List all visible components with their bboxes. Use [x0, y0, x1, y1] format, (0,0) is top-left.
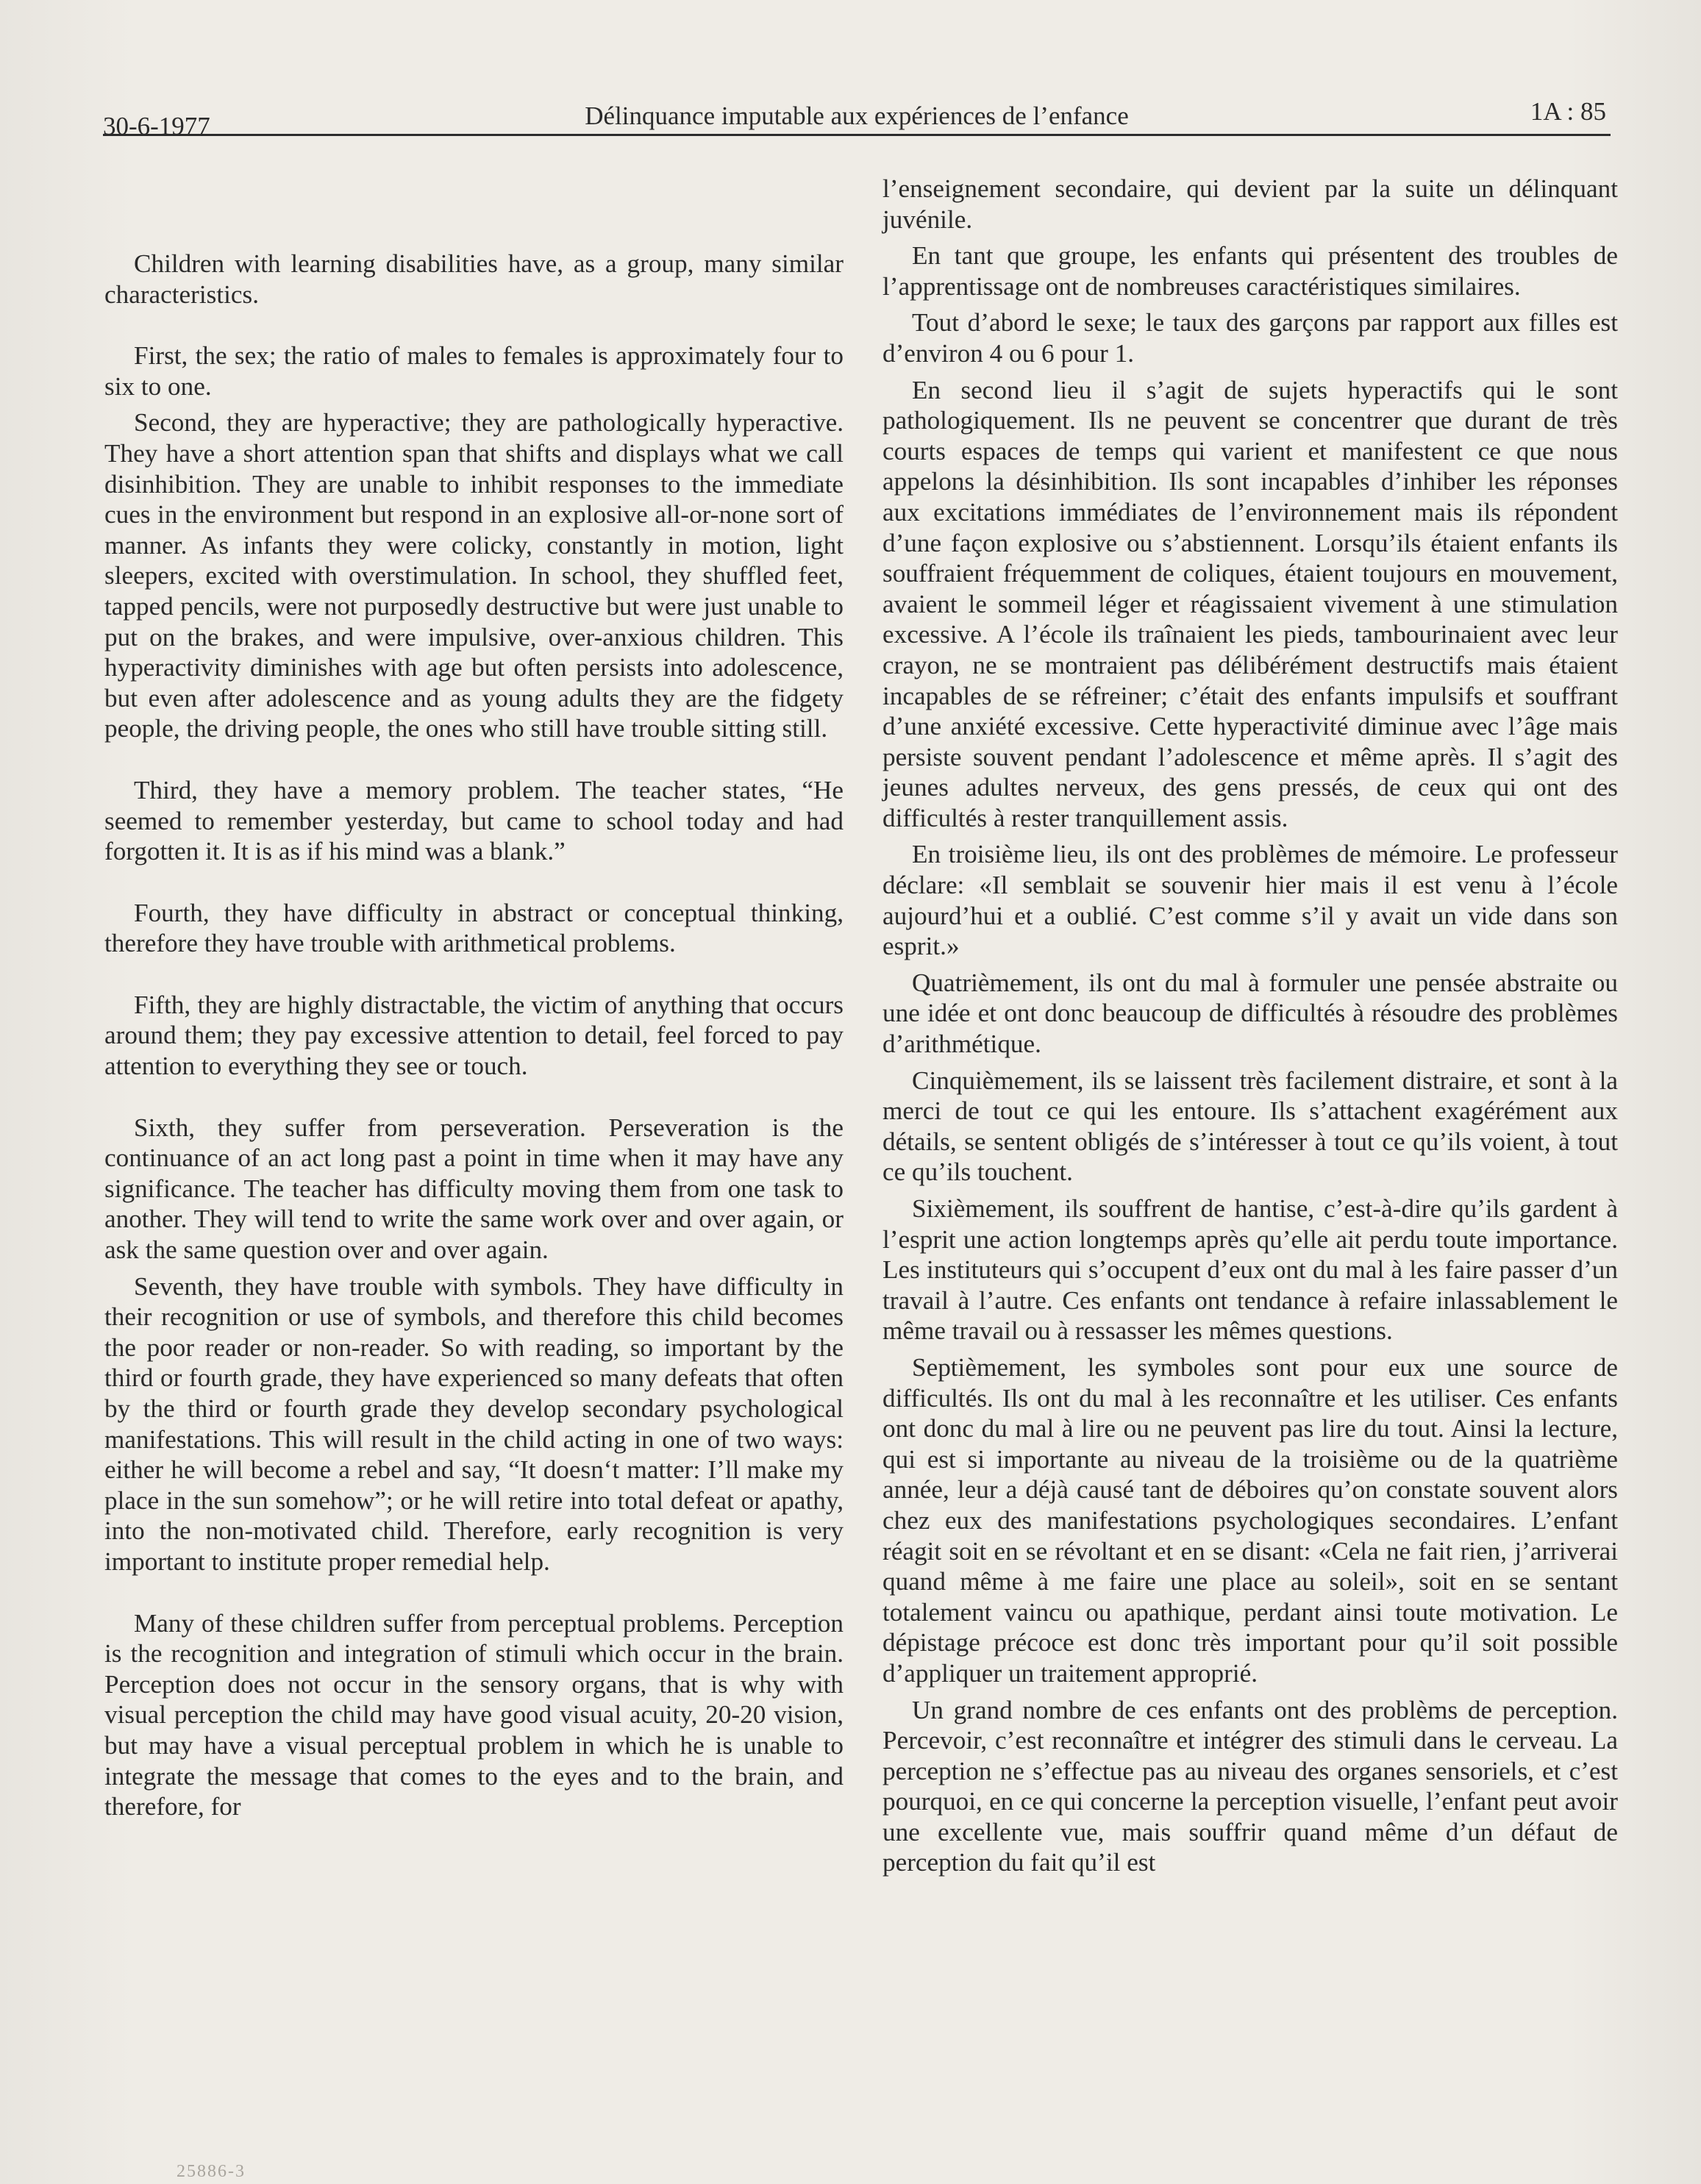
paragraph: Quatrièmement, ils ont du mal à formuler une pensée abstraite ou une idée et ont donc beaucoup de difficultés à résoudre des problèmes d’arithmétique.: [882, 968, 1618, 1059]
header-title: Délinquance imputable aux expériences de l’enfance: [585, 101, 1129, 130]
paragraph: Third, they have a memory problem. The teacher states, “He seemed to remember yesterday, but came to school today and had forgotten it. It is as if his mind was a blank.”: [104, 775, 844, 866]
paragraph: Fourth, they have difficulty in abstract or conceptual thinking, therefore they have trouble with arithmetical problems.: [104, 898, 844, 958]
paragraph: Many of these children suffer from perceptual problems. Perception is the recognition and integration of stimuli which occur in the brain. Perception does not occur in the sensory organs, that is why with visual perception the child may have good visual acuity, 20-20 vision, but may have a visual perceptual problem in which he is unable to integrate the message that comes to the eyes and to the brain, and therefore, for: [104, 1608, 844, 1821]
paragraph: First, the sex; the ratio of males to females is approximately four to six to one.: [104, 341, 844, 401]
paragraph: l’enseignement secondaire, qui devient par la suite un délinquant juvénile.: [882, 174, 1618, 234]
paragraph: Un grand nombre de ces enfants ont des problèms de perception. Percevoir, c’est reconnaître et intégrer des stimuli dans le cerveau. La perception ne s’effectue pas au niveau des organes sensoriels, et c’est pourquoi, en ce qui concerne la perception visuelle, l’enfant peut avoir une excellente vue, mais souffrir quand même d’un défaut de perception du fait qu’il est: [882, 1695, 1618, 1877]
running-header: [103, 96, 1611, 140]
paragraph: En second lieu il s’agit de sujets hyperactifs qui le sont pathologiquement. Ils ne peuvent se concentrer que durant de très courts espaces de temps qui varient et manifestent ce que nous appelons la désinhibition. Ils sont incapables d’inhiber les réponses aux excitations immédiates de l’environnement mais ils répondent d’une façon explosive ou s’abstiennent. Lorsqu’ils étaient enfants ils souffraient fréquemment de coliques, étaient toujours en mouvement, avaient le sommeil léger et réagissaient vivement à une stimulation excessive. A l’école ils traînaient les pieds, tambourinaient avec leur crayon, ne se montraient pas délibérément destructifs mais étaient incapables de se réfreiner; c’était des enfants impulsifs et souffrant d’une anxiété excessive. Cette hyperactivité diminue avec l’âge mais persiste souvent pendant l’adolescence et même après. Il s’agit des jeunes adultes nerveux, des gens pressés, de ceux qui ont des difficultés à rester tranquillement assis.: [882, 375, 1618, 832]
paragraph: Fifth, they are highly distractable, the victim of anything that occurs around them; they pay excessive attention to detail, feel forced to pay attention to everything they see or touch.: [104, 990, 844, 1081]
paragraph: Tout d’abord le sexe; le taux des garçons par rapport aux filles est d’environ 4 ou 6 pour 1.: [882, 308, 1618, 368]
paragraph: Septièmement, les symboles sont pour eux une source de difficultés. Ils ont du mal à les reconnaître et les utiliser. Ces enfants ont donc du mal à lire ou ne peuvent pas lire du tout. Ainsi la lecture, qui est si importante au niveau de la troisième ou de la quatrième année, leur a déjà causé tant de déboires qu’on constate souvent alors chez eux des manifestations psychologiques secondaires. L’enfant réagit soit en se révoltant et en se disant: «Cela ne fait rien, j’arriverai quand même à me faire une place au soleil», soit en se sentant totalement vaincu ou apathique, perdant ainsi toute motivation. Le dépistage précoce est donc très important pour qu’il soit possible d’appliquer un traitement approprié.: [882, 1352, 1618, 1688]
print-job-mark: 25886-3: [176, 2162, 246, 2181]
paragraph: Sixièmement, ils souffrent de hantise, c’est-à-dire qu’ils gardent à l’esprit une action longtemps après qu’elle ait perdu toute importance. Les instituteurs qui s’occupent d’eux ont du mal à les faire passer d’un travail à l’autre. Ces enfants ont tendance à refaire inlassablement le même travail ou à ressasser les mêmes questions.: [882, 1194, 1618, 1346]
english-column: [104, 249, 844, 1822]
paragraph: Second, they are hyperactive; they are pathologically hyperactive. They have a short attention span that shifts and displays what we call disinhibition. They are unable to inhibit responses to the immediate cues in the environment but respond in an explosive all-or-none sort of manner. As infants they were colicky, constantly in motion, light sleepers, excited with overstimulation. In school, they shuffled feet, tapped pencils, were not purposedly destructive but were just unable to put on the brakes, and were impulsive, over-anxious children. This hyperactivity diminishes with age but often persists into adolescence, but even after adolescence and as young adults they are the fidgety people, the driving people, the ones who still have trouble sitting still.: [104, 408, 844, 743]
paragraph: Children with learning disabilities have, as a group, many similar characteristics.: [104, 249, 844, 309]
paragraph: Sixth, they suffer from perseveration. Perseveration is the continuance of an act long past a point in time when it may have any significance. The teacher has difficulty moving them from one task to another. They will tend to write the same work over and over again, or ask the same question over and over again.: [104, 1113, 844, 1265]
paragraph: Cinquièmement, ils se laissent très facilement distraire, et sont à la merci de tout ce qui les entoure. Ils s’attachent exagérément aux détails, se sentent obligés de s’intéresser à tout ce qu’ils voient, à tout ce qu’ils touchent.: [882, 1066, 1618, 1187]
header-date: 30-6-1977: [103, 112, 210, 140]
paragraph: Seventh, they have trouble with symbols. They have difficulty in their recognition or use of symbols, and therefore this child becomes the poor reader or non-reader. So with reading, so important by the third or fourth grade, they have experienced so many defeats that often by the third or fourth grade they develop secondary psychological manifestations. This will result in the child acting in one of two ways: either he will become a rebel and say, “It doesn‘t matter: I’ll make my place in the sun somehow”; or he will retire into total defeat or apathy, into the non-motivated child. Therefore, early recognition is very important to institute proper remedial help.: [104, 1271, 844, 1576]
french-column: [882, 174, 1618, 1878]
paragraph: En troisième lieu, ils ont des problèmes de mémoire. Le professeur déclare: «Il semblait se souvenir hier mais il est venu à l’école aujourd’hui et a oublié. C’est comme s’il y avait un vide dans son esprit.»: [882, 840, 1618, 961]
header-page-number: 1A : 85: [1530, 97, 1606, 126]
paragraph: En tant que groupe, les enfants qui présentent des troubles de l’apprentissage ont de nombreuses caractéristiques similaires.: [882, 241, 1618, 301]
